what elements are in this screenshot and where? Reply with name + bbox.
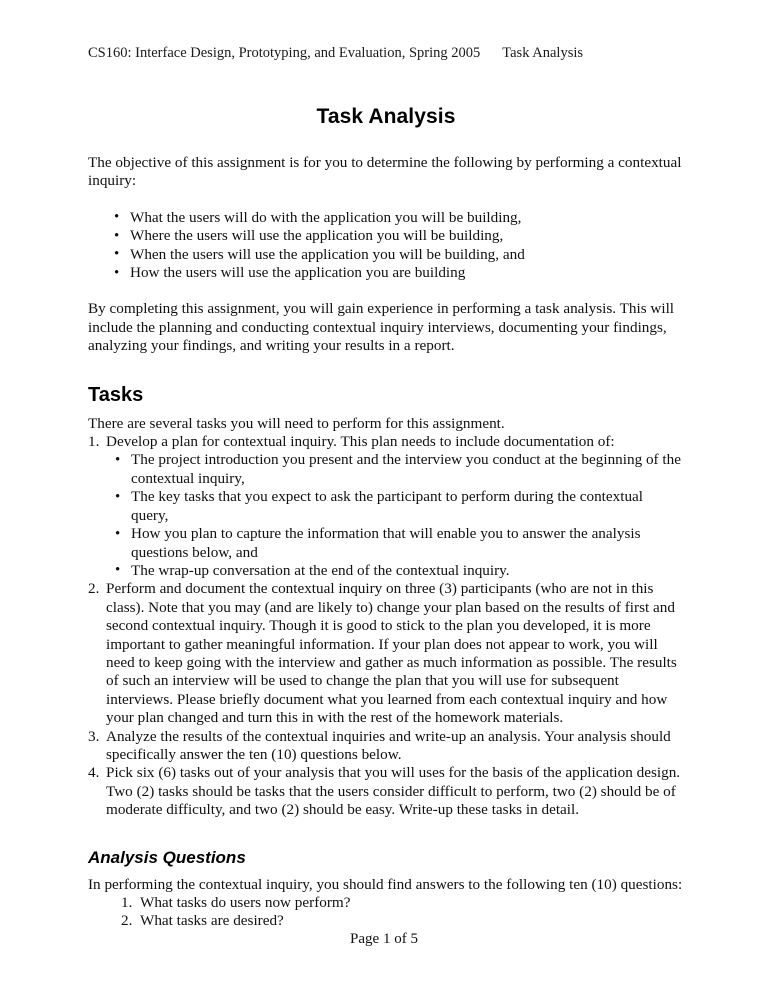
intro-closing-paragraph: By completing this assignment, you will gain experience in performing a task analysis. This will include the planning and conducting contextual inquiry interviews, documenting your findings, analyzing your findings, and writing your results in a report. (88, 300, 675, 355)
section-heading-analysis-questions: Analysis Questions (88, 847, 246, 867)
spacer (88, 407, 684, 415)
header-assignment-label: Task Analysis (502, 45, 584, 61)
page-number-label: Page 1 of 5 (350, 931, 418, 947)
task-list-item (88, 580, 684, 727)
tasks-numbered-list (88, 433, 684, 820)
page-footer (0, 930, 768, 948)
spacer (88, 868, 684, 876)
task-subbullet-list (106, 451, 684, 580)
task-text: Perform and document the contextual inquiry on three (3) participants (who are not in this class). Note that you may (and are likely to) change your plan based on the results of first and second contextual inquiry. Though it is good to stick to the plan you developed, it is more important to gather meaningful information. If your plan does not appear to work, you will need to keep going with the interview and gather as much information as possible. The results of such an interview will be used to change the plan that you will use for subsequent interviews. Please briefly document what you learned from each contextual inquiry and how your plan changed and turn this in with the rest of the homework materials. (106, 580, 677, 727)
task-list-item (88, 764, 684, 819)
list-item: • The project introduction you present and the interview you conduct at the beginning of the contextual inquiry, (106, 451, 684, 488)
header-course-line: CS160: Interface Design, Prototyping, and Evaluation, Spring 2005 (88, 45, 481, 61)
task-text: Develop a plan for contextual inquiry. This plan needs to include documentation of: (106, 433, 615, 451)
spacer (88, 282, 684, 300)
analysis-lead-in: In performing the contextual inquiry, you should find answers to the following ten (10) questions: (88, 875, 683, 893)
task-list-item (88, 728, 684, 765)
list-item: • What the users will do with the application you will be building, (88, 209, 684, 227)
running-header (88, 44, 688, 62)
list-item: • Where the users will use the application you will be building, (88, 227, 684, 245)
intro-bullet-list (88, 209, 684, 283)
spacer (88, 191, 684, 209)
intro-paragraph: The objective of this assignment is for you to determine the following by performing a contextual inquiry: (88, 154, 682, 190)
list-item: What tasks do users now perform? (140, 894, 351, 911)
spacer (88, 356, 684, 384)
page-title: Task Analysis (316, 105, 456, 128)
spacer (88, 130, 684, 154)
spacer (88, 820, 684, 848)
task-text: Analyze the results of the contextual inquiries and write-up an analysis. Your analysis should specifically answer the ten (10) questions below. (106, 727, 671, 763)
list-item: • The wrap-up conversation at the end of the contextual inquiry. (106, 562, 684, 580)
document-body (88, 100, 684, 931)
analysis-questions-list (88, 894, 684, 931)
list-item: • The key tasks that you expect to ask the participant to perform during the contextual query, (106, 488, 684, 525)
tasks-lead-in: There are several tasks you will need to perform for this assignment. (88, 414, 505, 432)
task-list-item (88, 433, 684, 580)
list-item: • How the users will use the application you are building (88, 264, 684, 282)
list-item: • How you plan to capture the information that will enable you to answer the analysis questions below, and (106, 525, 684, 562)
list-item: • When the users will use the application you will be building, and (88, 246, 684, 264)
section-heading-tasks: Tasks (88, 383, 144, 406)
list-item: What tasks are desired? (140, 912, 284, 930)
task-text: Pick six (6) tasks out of your analysis that you will uses for the basis of the application design. Two (2) tasks should be tasks that the users consider difficult to perform, two (2) should be of moderate difficulty, and two (2) should be easy. Write-up these tasks in detail. (106, 764, 681, 819)
